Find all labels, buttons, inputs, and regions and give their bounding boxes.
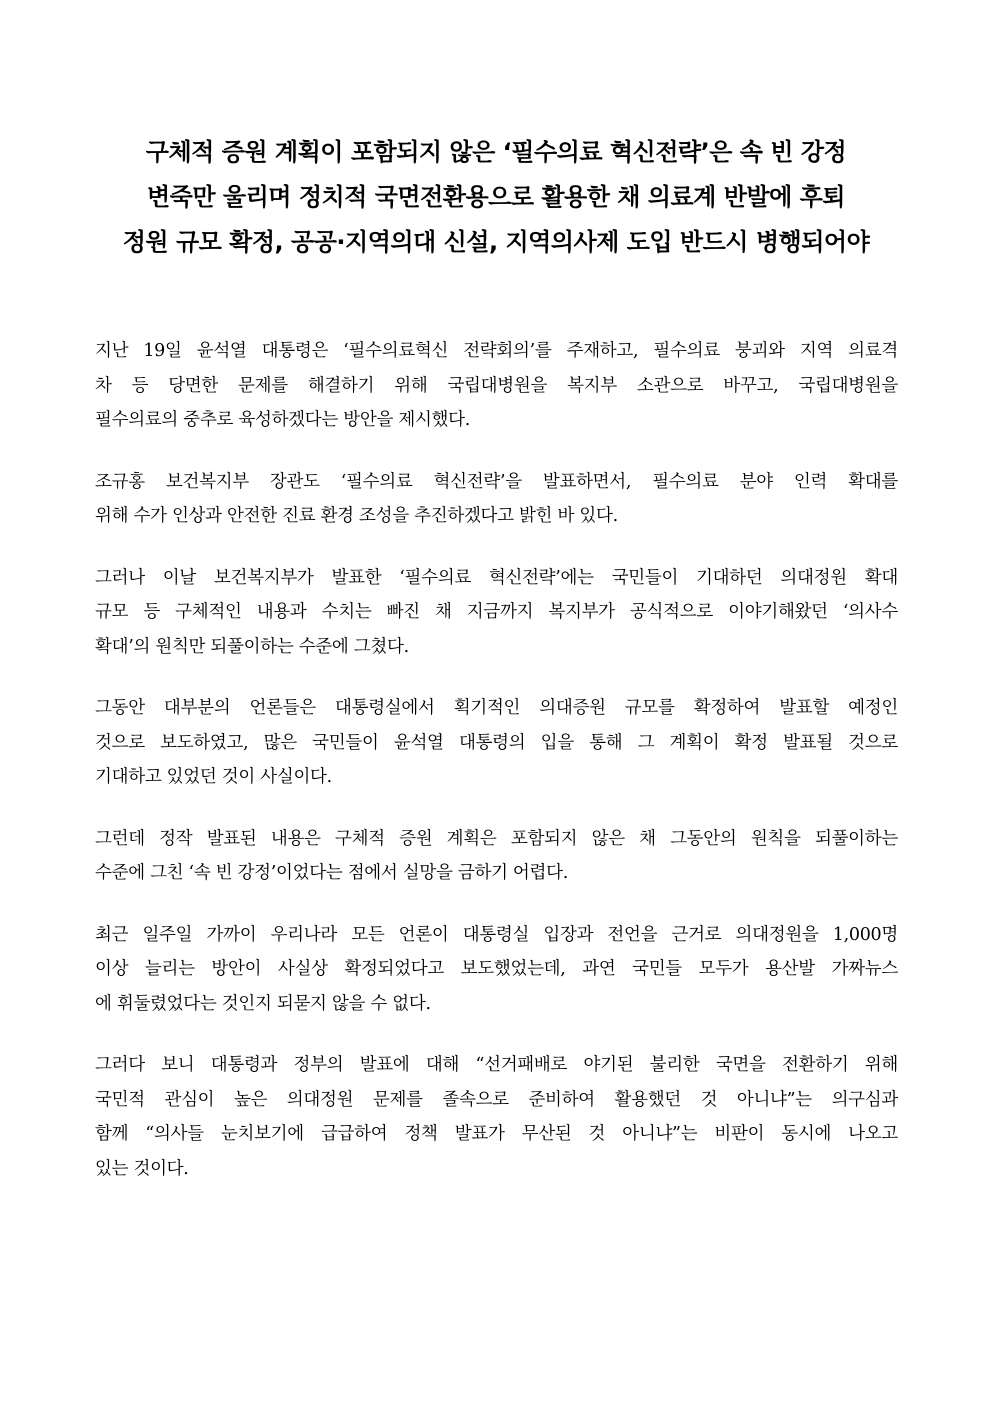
paragraph-line: 함께 “의사들 눈치보기에 급급하여 정책 발표가 무산된 것 아니냐”는 비판이 동시에 나오고 bbox=[95, 1124, 898, 1144]
paragraph-line: 위해 수가 인상과 안전한 진료 환경 조성을 추진하겠다고 밝힌 바 있다. bbox=[95, 506, 618, 526]
headline-line-3: 정원 규모 확정, 공공·지역의대 신설, 지역의사제 도입 반드시 병행되어야 bbox=[122, 228, 870, 256]
paragraph-line: 확대’의 원칙만 되풀이하는 수준에 그쳤다. bbox=[95, 636, 409, 657]
paragraph-line: 그런데 정작 발표된 내용은 구체적 증원 계획은 포함되지 않은 채 그동안의 원칙을 되풀이하는 bbox=[95, 828, 898, 849]
paragraph-line: 규모 등 구체적인 내용과 수치는 빠진 채 지금까지 복지부가 공식적으로 이야기해왔던 ‘의사수 bbox=[95, 602, 898, 622]
paragraph-line: 것으로 보도하였고, 많은 국민들이 윤석열 대통령의 입을 통해 그 계획이 확정 발표될 것으로 bbox=[95, 732, 898, 753]
paragraph-line: 국민적 관심이 높은 의대정원 문제를 졸속으로 준비하여 활용했던 것 아니냐”는 의구심과 bbox=[95, 1089, 898, 1110]
paragraph-line: 그러다 보니 대통령과 정부의 발표에 대해 “선거패배로 야기된 불리한 국면을 전환하기 위해 bbox=[95, 1055, 898, 1075]
paragraph-line: 최근 일주일 가까이 우리나라 모든 언론이 대통령실 입장과 전언을 근거로 의대정원을 1,000명 bbox=[95, 924, 898, 945]
paragraph-line: 이상 늘리는 방안이 사실상 확정되었다고 보도했었는데, 과연 국민들 모두가 용산발 가짜뉴스 bbox=[95, 959, 898, 979]
paragraph-4 bbox=[95, 691, 898, 795]
paragraph-line: 그러나 이날 보건복지부가 발표한 ‘필수의료 혁신전략’에는 국민들이 기대하던 의대정원 확대 bbox=[95, 567, 898, 588]
paragraph-line: 에 휘둘렸었다는 것인지 되묻지 않을 수 없다. bbox=[95, 993, 431, 1014]
paragraph-3 bbox=[95, 561, 898, 665]
paragraph-line: 필수의료의 중추로 육성하겠다는 방안을 제시했다. bbox=[95, 410, 471, 430]
paragraph-1 bbox=[95, 334, 898, 438]
paragraph-line: 차 등 당면한 문제를 해결하기 위해 국립대병원을 복지부 소관으로 바꾸고, 국립대병원을 bbox=[95, 375, 898, 396]
paragraph-line: 조규홍 보건복지부 장관도 ‘필수의료 혁신전략’을 발표하면서, 필수의료 분야 인력 확대를 bbox=[95, 471, 898, 492]
paragraph-line: 그동안 대부분의 언론들은 대통령실에서 획기적인 의대증원 규모를 확정하여 발표할 예정인 bbox=[95, 698, 898, 718]
body-text bbox=[95, 334, 898, 1213]
paragraph-7 bbox=[95, 1048, 898, 1186]
headline-block bbox=[60, 130, 932, 265]
paragraph-2 bbox=[95, 465, 898, 534]
headline-line-2: 변죽만 울리며 정치적 국면전환용으로 활용한 채 의료계 반발에 후퇴 bbox=[147, 183, 845, 211]
paragraph-line: 있는 것이다. bbox=[95, 1158, 189, 1179]
headline-line-1: 구체적 증원 계획이 포함되지 않은 ‘필수의료 혁신전략’은 속 빈 강정 bbox=[145, 138, 847, 166]
paragraph-line: 수준에 그친 ‘속 빈 강정’이었다는 점에서 실망을 금하기 어렵다. bbox=[95, 863, 569, 883]
paragraph-5 bbox=[95, 822, 898, 891]
paragraph-line: 지난 19일 윤석열 대통령은 ‘필수의료혁신 전략회의’를 주재하고, 필수의료 붕괴와 지역 의료격 bbox=[95, 341, 898, 361]
paragraph-line: 기대하고 있었던 것이 사실이다. bbox=[95, 767, 332, 787]
paragraph-6 bbox=[95, 918, 898, 1022]
